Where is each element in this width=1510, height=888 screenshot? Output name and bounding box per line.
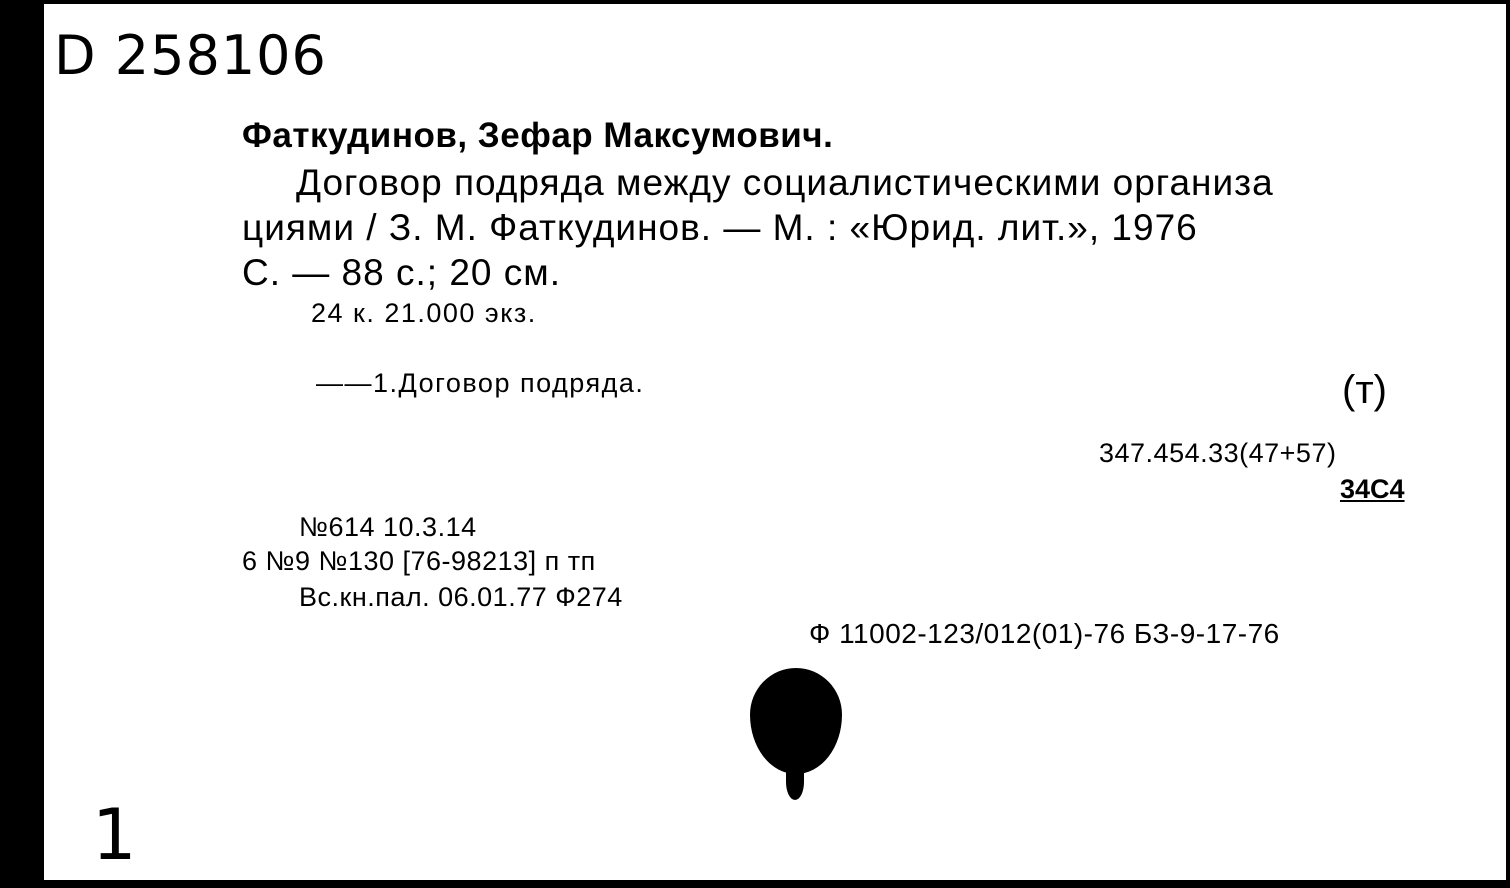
inventory-number: D 258106	[54, 24, 327, 87]
record-number-line-3: Вс.кн.пал. 06.01.77 Ф274	[299, 582, 623, 612]
description-line-3: С. — 88 с.; 20 см.	[242, 252, 561, 293]
scan-border-left	[0, 0, 44, 888]
description-line-2: циями / З. М. Фаткудинов. — М. : «Юрид. лит.», 1976	[242, 207, 1198, 248]
cutter-number: 34С4	[1340, 474, 1405, 504]
author-heading: Фаткудинов, Зефар Максумович.	[242, 116, 834, 155]
classification-code: 347.454.33(47+57)	[1099, 438, 1337, 468]
classification-handwritten-mark: (т)	[1342, 368, 1387, 412]
catalog-card	[44, 4, 1506, 880]
punch-hole	[750, 668, 842, 774]
subject-heading: ——1.Договор подряда.	[316, 368, 645, 398]
record-number-line-2: 6 №9 №130 [76-98213] п тп	[242, 546, 596, 576]
description-line-1: Договор подряда между социалистическими организа	[296, 162, 1274, 203]
scan-border-bottom	[0, 880, 1510, 888]
corner-handwritten-mark: 1	[92, 794, 137, 876]
record-number-line-1: №614 10.3.14	[299, 512, 477, 542]
punch-hole-tip	[786, 764, 804, 800]
publisher-code: Ф 11002-123/012(01)-76 БЗ-9-17-76	[809, 618, 1280, 649]
price-and-print-run: 24 к. 21.000 экз.	[311, 298, 537, 328]
